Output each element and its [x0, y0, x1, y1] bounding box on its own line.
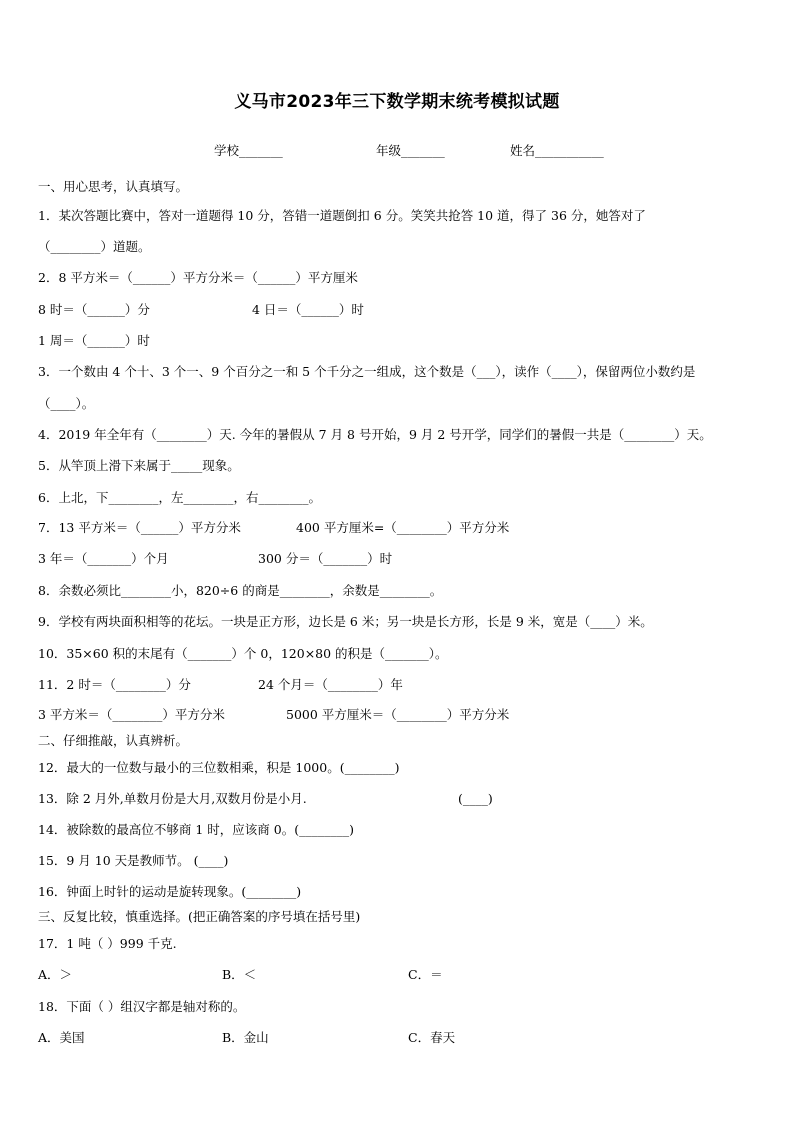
question-2-part-c: 1 周＝（______）时	[38, 333, 150, 348]
question-17-option-b: B．＜	[222, 967, 257, 982]
question-12: 12．最大的一位数与最小的三位数相乘，积是 1000。(________)	[38, 760, 400, 775]
grade-field: 年级_______	[376, 143, 445, 158]
question-2-part-b2: 4 日＝（______）时	[252, 302, 364, 317]
question-6: 6．上北，下________，左________，右________。	[38, 490, 321, 505]
question-11: 11．2 时＝（________）分	[38, 677, 191, 692]
question-2-part-b1: 8 时＝（______）分	[38, 302, 150, 317]
question-18-option-b: B．金山	[222, 1030, 269, 1045]
question-13-answer-blank: (____)	[458, 791, 493, 806]
question-17-option-a: A．＞	[38, 967, 73, 982]
question-7-part-b2: 300 分＝（_______）时	[258, 551, 393, 566]
question-2: 2．8 平方米＝（______）平方分米＝（______）平方厘米	[38, 270, 358, 285]
question-10: 10．35×60 积的末尾有（_______）个 0，120×80 的积是（_______）。	[38, 646, 448, 661]
name-field: 姓名___________	[510, 143, 604, 158]
school-field: 学校_______	[214, 143, 283, 158]
question-7-part-a2: 400 平方厘米=（________）平方分米	[296, 520, 510, 535]
question-11-part-a2: 24 个月＝（________）年	[258, 677, 403, 692]
question-1-continued: （________）道题。	[38, 239, 151, 254]
section-heading-3: 三、反复比较，慎重选择。(把正确答案的序号填在括号里)	[38, 909, 361, 924]
question-11-part-b2: 5000 平方厘米＝（________）平方分米	[286, 707, 510, 722]
question-17: 17．1 吨（ ）999 千克.	[38, 936, 177, 951]
question-17-option-c: C．＝	[408, 967, 443, 982]
question-16: 16．钟面上时针的运动是旋转现象。(________)	[38, 884, 302, 899]
question-13: 13．除 2 月外,单数月份是大月,双数月份是小月.	[38, 791, 307, 806]
question-18-option-c: C．春天	[408, 1030, 456, 1045]
section-heading-1: 一、用心思考，认真填写。	[38, 179, 189, 194]
question-14: 14．被除数的最高位不够商 1 时，应该商 0。(________)	[38, 822, 354, 837]
question-3: 3．一个数由 4 个十、3 个一、9 个百分之一和 5 个千分之一组成，这个数是（___），读作（____），保留两位小数约是	[38, 364, 696, 379]
question-9: 9．学校有两块面积相等的花坛。一块是正方形，边长是 6 米；另一块是长方形，长是 9 米，宽是（____）米。	[38, 614, 653, 629]
page-title: 义马市2023年三下数学期末统考模拟试题	[234, 92, 560, 112]
question-3-continued: （____）。	[38, 396, 95, 411]
section-heading-2: 二、仔细推敲，认真辨析。	[38, 733, 189, 748]
question-7-part-b1: 3 年＝（_______）个月	[38, 551, 169, 566]
question-18: 18．下面（ ）组汉字都是轴对称的。	[38, 999, 246, 1014]
question-18-option-a: A．美国	[38, 1030, 85, 1045]
question-15: 15．9 月 10 天是教师节。 (____)	[38, 853, 229, 868]
question-7: 7．13 平方米＝（______）平方分米	[38, 520, 241, 535]
question-5: 5．从竿顶上滑下来属于_____现象。	[38, 458, 240, 473]
question-8: 8．余数必须比________小，820÷6 的商是________，余数是________。	[38, 583, 443, 598]
question-1: 1．某次答题比赛中，答对一道题得 10 分，答错一道题倒扣 6 分。笑笑共抢答 10 道，得了 36 分，她答对了	[38, 208, 646, 223]
question-11-part-b1: 3 平方米＝（________）平方分米	[38, 707, 225, 722]
question-4: 4．2019 年全年有（________）天. 今年的暑假从 7 月 8 号开始，9 月 2 号开学，同学们的暑假一共是（________）天。	[38, 427, 712, 442]
